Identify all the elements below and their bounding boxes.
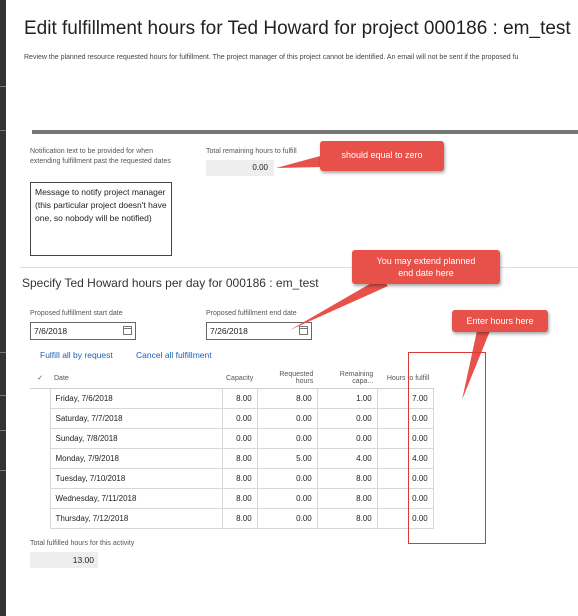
- callout-enter-hours: Enter hours here: [452, 310, 548, 332]
- cell-capacity: 8.00: [222, 449, 257, 469]
- cell-hours-to-fulfill[interactable]: 4.00: [377, 449, 433, 469]
- total-fulfilled-value: 13.00: [30, 552, 98, 568]
- cell-date: Friday, 7/6/2018: [50, 389, 222, 409]
- callout-pointer-end-date: [290, 278, 388, 330]
- cell-remaining-capacity: 8.00: [317, 469, 377, 489]
- hours-to-fulfill-highlight-box: [408, 352, 486, 544]
- cell-hours-to-fulfill[interactable]: 7.00: [377, 389, 433, 409]
- start-date-value: 7/6/2018: [34, 326, 68, 336]
- cell-remaining-capacity: 0.00: [317, 429, 377, 449]
- cell-date: Wednesday, 7/11/2018: [50, 489, 222, 509]
- cell-remaining-capacity: 8.00: [317, 489, 377, 509]
- cell-capacity: 8.00: [222, 389, 257, 409]
- cell-requested-hours: 0.00: [257, 469, 317, 489]
- cell-capacity: 8.00: [222, 469, 257, 489]
- end-date-value: 7/26/2018: [210, 326, 248, 336]
- end-date-label: Proposed fulfillment end date: [206, 310, 297, 317]
- column-header-date[interactable]: Date: [50, 368, 222, 389]
- cell-hours-to-fulfill[interactable]: 0.00: [377, 509, 433, 529]
- total-fulfilled-label: Total fulfilled hours for this activity: [30, 540, 135, 547]
- cell-remaining-capacity: 1.00: [317, 389, 377, 409]
- cell-requested-hours: 0.00: [257, 409, 317, 429]
- column-header-capacity[interactable]: Capacity: [222, 368, 257, 389]
- column-header-hours-to-fulfill[interactable]: Hours to fulfill: [377, 368, 433, 389]
- cell-remaining-capacity: 8.00: [317, 509, 377, 529]
- cell-hours-to-fulfill[interactable]: 0.00: [377, 429, 433, 449]
- cell-date: Tuesday, 7/10/2018: [50, 469, 222, 489]
- cell-capacity: 8.00: [222, 489, 257, 509]
- cell-hours-to-fulfill[interactable]: 0.00: [377, 489, 433, 509]
- fulfill-all-by-request-link[interactable]: Fulfill all by request: [40, 350, 113, 360]
- column-header-requested-hours[interactable]: Requested hours: [257, 368, 317, 389]
- cell-capacity: 8.00: [222, 509, 257, 529]
- cell-hours-to-fulfill[interactable]: 0.00: [377, 409, 433, 429]
- cell-date: Thursday, 7/12/2018: [50, 509, 222, 529]
- select-all-checkmark-icon[interactable]: ✓: [30, 368, 50, 389]
- cell-requested-hours: 0.00: [257, 429, 317, 449]
- notification-text-field[interactable]: Message to notify project manager (this particular project doesn't have one, so nobody will be notified): [30, 182, 172, 256]
- notification-label: Notification text to be provided for when extending fulfillment past the requested dates: [30, 148, 171, 165]
- remaining-hours-label: Total remaining hours to fulfill: [206, 148, 297, 155]
- cell-requested-hours: 5.00: [257, 449, 317, 469]
- cell-remaining-capacity: 4.00: [317, 449, 377, 469]
- cell-capacity: 0.00: [222, 429, 257, 449]
- cell-date: Saturday, 7/7/2018: [50, 409, 222, 429]
- cell-hours-to-fulfill[interactable]: 0.00: [377, 469, 433, 489]
- cell-remaining-capacity: 0.00: [317, 409, 377, 429]
- cancel-all-fulfillment-link[interactable]: Cancel all fulfillment: [136, 350, 212, 360]
- callout-extend-end-date: You may extend planned end date here: [352, 250, 500, 284]
- cell-requested-hours: 8.00: [257, 389, 317, 409]
- callout-should-equal-zero: should equal to zero: [320, 141, 444, 171]
- remaining-hours-value: 0.00: [206, 160, 274, 176]
- cell-requested-hours: 0.00: [257, 489, 317, 509]
- cell-capacity: 0.00: [222, 409, 257, 429]
- start-date-label: Proposed fulfillment start date: [30, 310, 123, 317]
- cell-date: Monday, 7/9/2018: [50, 449, 222, 469]
- hours-per-day-heading: Specify Ted Howard hours per day for 000186 : em_test: [22, 276, 319, 290]
- review-message: Review the planned resource requested hours for fulfillment. The project manager of this project cannot be identified. An email will not be sent if the proposed fu: [24, 54, 519, 61]
- callout-pointer-zero: [276, 155, 324, 168]
- page-title: Edit fulfillment hours for Ted Howard for project 000186 : em_test: [24, 18, 571, 39]
- column-header-remaining-capacity[interactable]: Remaining capa...: [317, 368, 377, 389]
- cell-requested-hours: 0.00: [257, 509, 317, 529]
- cell-date: Sunday, 7/8/2018: [50, 429, 222, 449]
